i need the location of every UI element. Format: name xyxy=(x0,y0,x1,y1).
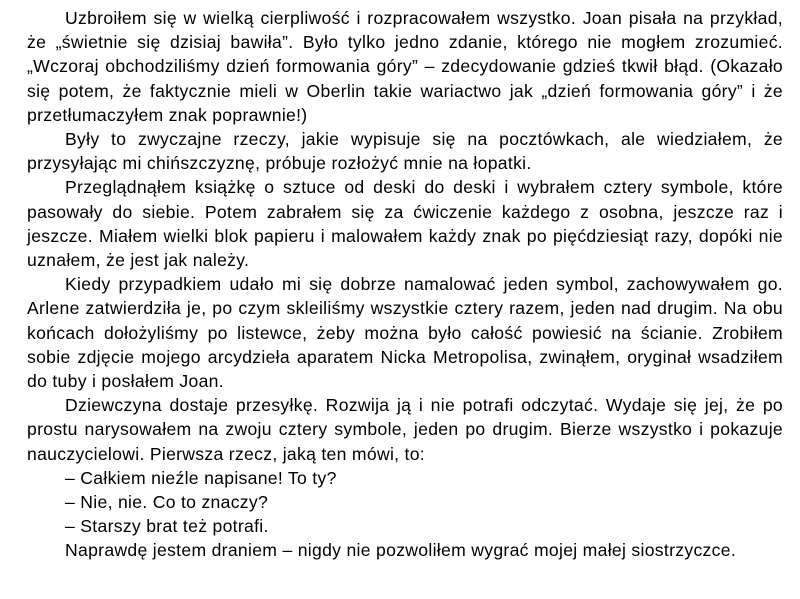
paragraph-4: Kiedy przypadkiem udało mi się dobrze namalować jeden symbol, zachowywałem go. Arlene zatwierdziła je, po czym skleiliśmy wszystkie cztery razem, jeden nad drugim. Na obu końcach dołożyliśmy po listewce, żeby można było całość powiesić na ścianie. Zrobiłem sobie zdjęcie mojego arcydzieła aparatem Nicka Metropolisa, zwinąłem, oryginał wsadziłem do tuby i posłałem Joan. xyxy=(27,274,783,392)
dialogue-line-3: – Starszy brat też potrafi. xyxy=(65,516,269,537)
paragraph-1: Uzbroiłem się w wielką cierpliwość i rozpracowałem wszystko. Joan pisała na przykład, że „świetnie się dzisiaj bawiła”. Było tylko jedno zdanie, którego nie mogłem zrozumieć. „Wczoraj obchodziliśmy dzień formowania góry” – zdecydowanie gdzieś tkwił błąd. (Okazało się potem, że faktycznie mieli w Oberlin takie wariactwo jak „dzień formowania góry” i że przetłumaczyłem znak poprawnie!) xyxy=(27,8,783,125)
dialogue-line-2: – Nie, nie. Co to znaczy? xyxy=(65,492,269,513)
paragraph-2: Były to zwyczajne rzeczy, jakie wypisuje się na pocztówkach, ale wiedziałem, że przysyłając mi chińszczyznę, próbuje rozłożyć mnie na łopatki. xyxy=(27,129,783,174)
paragraph-3: Przeglądnąłem książkę o sztuce od deski do deski i wybrałem cztery symbole, które pasowały do siebie. Potem zabrałem się za ćwiczenie każdego z osobna, jeszcze raz i jeszcze. Miałem wielki blok papieru i malowałem każdy znak po pięćdziesiąt razy, dopóki nie uznałem, że jest jak należy. xyxy=(27,177,783,271)
dialogue-line-1: – Całkiem nieźle napisane! To ty? xyxy=(65,467,337,488)
closing-paragraph: Naprawdę jestem draniem – nigdy nie pozwoliłem wygrać mojej małej siostrzyczce. xyxy=(65,540,737,561)
document-page xyxy=(27,6,783,563)
paragraph-5: Dziewczyna dostaje przesyłkę. Rozwija ją i nie potrafi odczytać. Wydaje się jej, że po prostu narysowałem na zwoju cztery symbole, jeden po drugim. Bierze wszystko i pokazuje nauczycielowi. Pierwsza rzecz, jaką ten mówi, to: xyxy=(27,395,783,464)
